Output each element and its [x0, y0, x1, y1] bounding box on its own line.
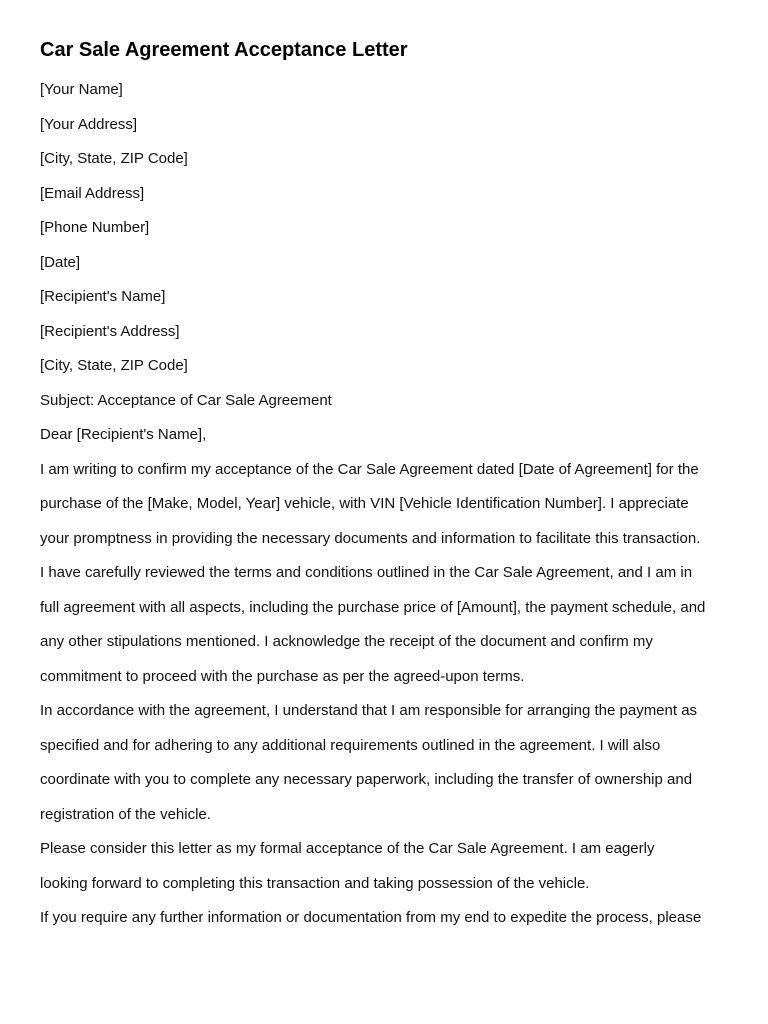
paragraph-line: looking forward to completing this transaction and taking possession of the vehicle.	[40, 874, 590, 892]
paragraph-line: I am writing to confirm my acceptance of the Car Sale Agreement dated [Date of Agreement] for the	[40, 460, 699, 478]
document-title: Car Sale Agreement Acceptance Letter	[40, 39, 408, 61]
paragraph-line: In accordance with the agreement, I understand that I am responsible for arranging the payment as	[40, 702, 698, 719]
paragraph-line: registration of the vehicle.	[40, 805, 211, 823]
recipient-name: [Recipient's Name]	[40, 288, 166, 305]
paragraph-line: coordinate with you to complete any necessary paperwork, including the transfer of ownership and	[40, 771, 693, 788]
paragraph-line: commitment to proceed with the purchase as per the agreed-upon terms.	[40, 667, 525, 685]
paragraph-formal-acceptance	[40, 832, 740, 901]
paragraph-line: Please consider this letter as my formal acceptance of the Car Sale Agreement. I am eagerly	[40, 840, 655, 857]
recipient-city-state-zip: [City, State, ZIP Code]	[40, 357, 188, 374]
sender-phone: [Phone Number]	[40, 219, 150, 236]
paragraph-line: any other stipulations mentioned. I acknowledge the receipt of the document and confirm my	[40, 633, 653, 650]
paragraph-line: I have carefully reviewed the terms and conditions outlined in the Car Sale Agreement, and I am in	[40, 564, 693, 581]
paragraph-line: full agreement with all aspects, including the purchase price of [Amount], the payment schedule, and	[40, 598, 706, 616]
salutation: Dear [Recipient's Name],	[40, 426, 207, 443]
sender-name: [Your Name]	[40, 81, 123, 98]
recipient-address: [Recipient's Address]	[40, 322, 180, 340]
paragraph-line: purchase of the [Make, Model, Year] vehicle, with VIN [Vehicle Identification Number]. I appreciate	[40, 495, 689, 512]
letter-body	[40, 73, 740, 936]
sender-city-state-zip: [City, State, ZIP Code]	[40, 150, 188, 167]
paragraph-responsibilities	[40, 694, 740, 832]
paragraph-line: If you require any further information or documentation from my end to expedite the process, please	[40, 909, 702, 926]
paragraph-confirmation	[40, 453, 740, 557]
letter-date: [Date]	[40, 253, 81, 271]
sender-email: [Email Address]	[40, 184, 145, 202]
subject-line: Subject: Acceptance of Car Sale Agreement	[40, 391, 332, 409]
paragraph-line: specified and for adhering to any additional requirements outlined in the agreement. I will also	[40, 736, 661, 754]
paragraph-further-information	[40, 901, 740, 936]
paragraph-review	[40, 556, 740, 694]
sender-address: [Your Address]	[40, 115, 138, 133]
paragraph-line: your promptness in providing the necessary documents and information to facilitate this transaction.	[40, 529, 701, 547]
